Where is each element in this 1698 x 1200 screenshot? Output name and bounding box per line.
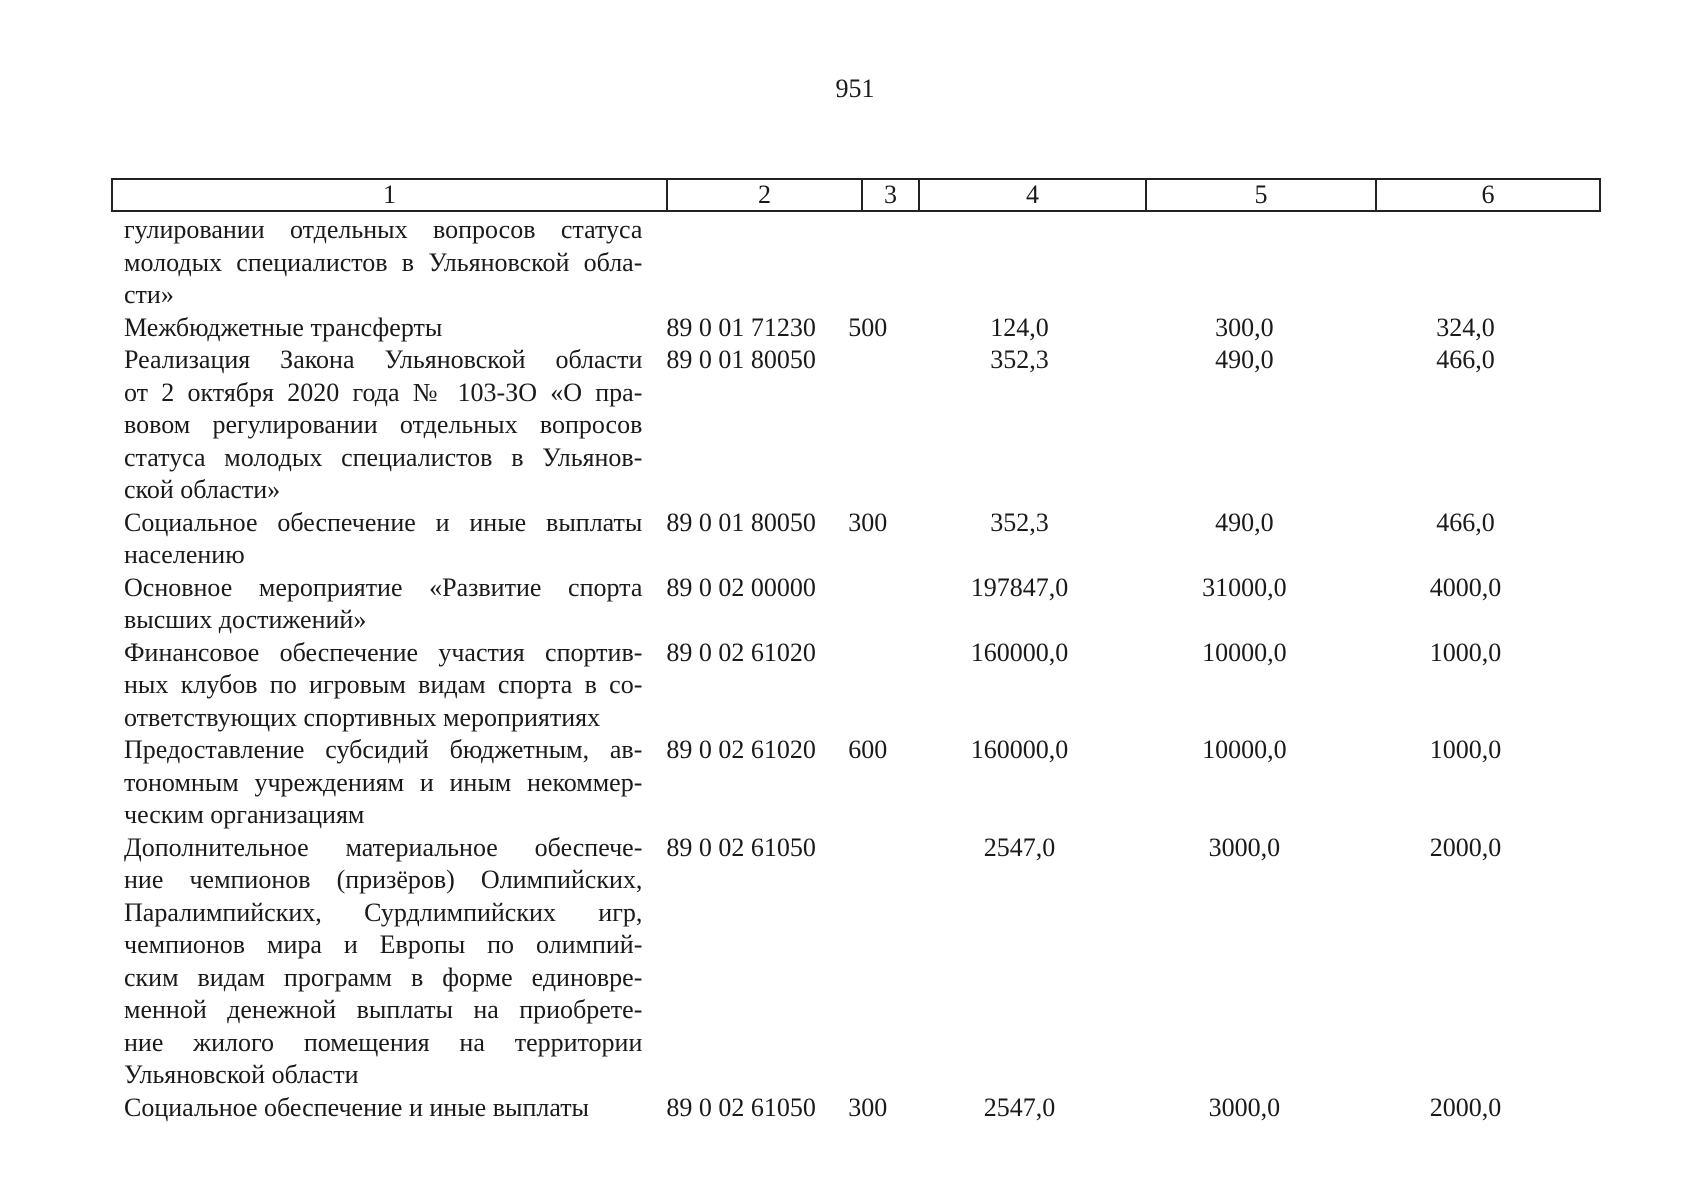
row-type: 300 [848,507,888,537]
row-name [124,344,642,507]
row-value-col4: 197847,0 [970,572,1069,602]
row-name [124,734,642,832]
table-row [124,507,1574,572]
row-name-line: ных клубов по игровым видам спорта в со- [124,670,643,699]
row-value-col6: 4000,0 [1429,572,1502,602]
row-value-col5: 10000,0 [1202,735,1287,764]
table-row [124,572,1574,637]
row-name [124,312,642,345]
row-name-line: ческим организациям [124,800,365,829]
table-row [124,1092,1574,1125]
row-name-line: от 2 октября 2020 года № 103-ЗО «О пра- [124,377,643,407]
row-name [124,572,642,637]
row-name-line: менной денежной выплаты на приобрете- [124,995,643,1024]
row-name-line: Реализация Закона Ульяновской области [124,345,643,374]
row-value-col4: 2547,0 [983,1092,1056,1122]
row-name [124,1092,642,1125]
table-row [124,734,1574,832]
row-name-line: Финансовое обеспечение участия спортив- [124,637,643,667]
header-col-4: 4 [920,180,1147,210]
row-code: 89 0 02 61020 [666,637,816,667]
row-code: 89 0 02 61050 [666,832,816,862]
row-name [124,214,642,312]
row-type [848,832,907,1092]
row-name-line: Предоставление субсидий бюджетным, ав- [124,735,643,764]
row-value-col5: 300,0 [1215,312,1274,342]
table-row [124,832,1574,1092]
page-number: 951 [835,74,875,103]
table-body [124,214,1574,1124]
row-value-col4: 124,0 [990,312,1049,342]
row-type [848,572,907,637]
row-value-col4: 160000,0 [970,735,1069,764]
row-code: 89 0 02 61050 [666,1092,816,1122]
row-name-line: Паралимпийских, Сурдлимпийских игр, [124,897,643,927]
row-name [124,507,642,572]
table-header-row [111,178,1601,212]
row-code: 89 0 01 80050 [666,507,816,537]
row-name-line: Ульяновской области [124,1060,359,1089]
row-value-col6: 2000,0 [1429,832,1502,862]
row-value-col6: 324,0 [1436,312,1495,342]
row-name-line: сти» [124,280,174,309]
row-name-line: ние чемпионов (призёров) Олимпийских, [124,865,643,894]
row-name-line: Дополнительное материальное обеспече- [124,832,643,862]
row-name [124,832,642,1092]
row-value-col5: 3000,0 [1208,832,1281,862]
row-type [848,214,907,312]
row-name-line: ским видам программ в форме единовре- [124,962,643,992]
row-value-col6 [1357,214,1574,312]
row-value-col4: 352,3 [990,507,1049,537]
row-value-col5: 490,0 [1215,507,1274,537]
row-name-line: Основное мероприятие «Развитие спорта [124,572,643,602]
row-name-line: Межбюджетные трансферты [124,312,443,342]
row-value-col5: 3000,0 [1208,1092,1281,1122]
row-value-col6: 1000,0 [1429,735,1502,764]
table-row [124,312,1574,345]
row-name-line: статуса молодых специалистов в Ульянов- [124,442,643,472]
row-name-line: молодых специалистов в Ульяновской обла- [124,247,643,277]
row-value-col4: 352,3 [990,345,1049,374]
header-col-6: 6 [1481,180,1495,209]
row-value-col5 [1132,214,1357,312]
table-row [124,214,1574,312]
row-value-col4: 2547,0 [983,832,1056,862]
row-type [848,637,907,735]
row-name-line: тономным учреждениям и иным некоммер- [124,767,643,797]
table-row [124,344,1574,507]
row-name-line: Социальное обеспечение и иные выплаты [124,1092,590,1122]
row-value-col5: 10000,0 [1202,637,1287,667]
header-col-5: 5 [1147,180,1377,210]
row-name-line: населению [124,540,245,569]
row-value-col6: 466,0 [1436,507,1495,537]
row-name-line: Социальное обеспечение и иные выплаты [124,507,643,537]
row-name-line: вовом регулировании отдельных вопросов [124,410,643,439]
row-type: 300 [848,1092,888,1122]
row-type [848,344,907,507]
row-code: 89 0 02 61020 [666,735,816,764]
row-value-col6: 2000,0 [1429,1092,1502,1122]
row-value-col5: 490,0 [1215,345,1274,374]
row-name-line: ской области» [124,475,281,504]
header-col-3: 3 [863,180,920,210]
row-type: 600 [848,735,888,764]
row-name-line: высших достижений» [124,605,367,634]
row-name-line: чемпионов мира и Европы по олимпий- [124,930,643,959]
row-code: 89 0 01 80050 [666,345,816,374]
row-code [666,214,848,312]
row-name-line: ответствующих спортивных мероприятиях [124,702,601,732]
row-code: 89 0 01 71230 [666,312,816,342]
row-type: 500 [848,312,888,342]
row-name-line: ние жилого помещения на территории [124,1027,643,1057]
row-name-line: гулировании отдельных вопросов статуса [124,215,643,244]
row-code: 89 0 02 00000 [666,572,816,602]
table-row [124,637,1574,735]
row-value-col6: 466,0 [1436,345,1495,374]
row-name [124,637,642,735]
row-value-col4 [907,214,1132,312]
row-value-col5: 31000,0 [1202,572,1287,602]
header-col-2: 2 [668,180,863,210]
row-value-col4: 160000,0 [970,637,1069,667]
row-value-col6: 1000,0 [1429,637,1502,667]
header-col-1: 1 [113,180,668,210]
